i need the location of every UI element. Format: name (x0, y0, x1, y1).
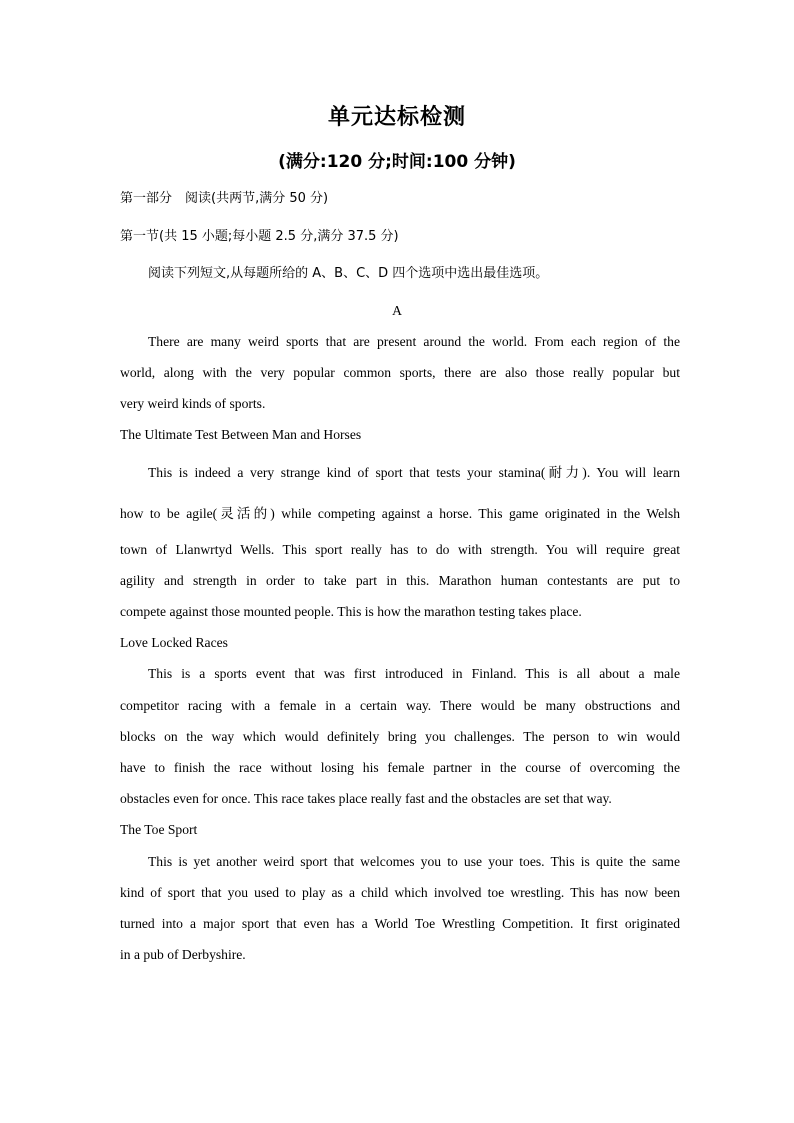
paragraph-line: compete against those mounted people. This is how the marathon testing takes place. (120, 604, 582, 619)
paragraph-line: turned into a major sport that even has a World Toe Wrestling Competition. It first originated (120, 916, 680, 931)
section-heading: Love Locked Races (120, 635, 228, 650)
section-heading: The Ultimate Test Between Man and Horses (120, 427, 362, 442)
instruction-text: 阅读下列短文,从每题所给的 A、B、C、D 四个选项中选出最佳选项。 (148, 266, 549, 281)
paragraph-line: world, along with the very popular common sports, there are also those really popular but (120, 365, 680, 380)
paragraph-line: competitor racing with a female in a certain way. There would be many obstructions and (120, 698, 680, 713)
paragraph-line: how to be agile(灵活的) while competing against a horse. This game originated in the Welsh (120, 506, 680, 521)
exam-info: (满分:120 分;时间:100 分钟) (278, 152, 516, 172)
part-heading: 第一部分 阅读(共两节,满分 50 分) (120, 191, 329, 206)
paragraph-line: have to finish the race without losing his female partner in the course of overcoming the (120, 760, 680, 775)
paragraph-line: There are many weird sports that are present around the world. From each region of the (148, 334, 680, 349)
paragraph-line: in a pub of Derbyshire. (120, 947, 246, 962)
paragraph-line: kind of sport that you used to play as a child which involved toe wrestling. This has now been (120, 885, 680, 900)
page-title: 单元达标检测 (327, 105, 466, 130)
paragraph-line: agility and strength in order to take part in this. Marathon human contestants are put to (120, 573, 680, 588)
section-heading: The Toe Sport (120, 822, 198, 837)
paragraph-line: very weird kinds of sports. (120, 396, 266, 411)
paragraph-line: blocks on the way which would definitely bring you challenges. The person to win would (120, 729, 680, 744)
paragraph-line: This is a sports event that was first introduced in Finland. This is all about a male (148, 666, 680, 681)
paragraph-line: obstacles even for once. This race takes place really fast and the obstacles are set that way. (120, 791, 612, 806)
paragraph-line: This is yet another weird sport that welcomes you to use your toes. This is quite the same (148, 854, 680, 869)
paragraph-line: This is indeed a very strange kind of sport that tests your stamina(耐力). You will learn (148, 465, 680, 480)
passage-label: A (392, 303, 402, 318)
subsection-heading: 第一节(共 15 小题;每小题 2.5 分,满分 37.5 分) (120, 229, 399, 244)
paragraph-line: town of Llanwrtyd Wells. This sport really has to do with strength. You will require great (120, 542, 680, 557)
